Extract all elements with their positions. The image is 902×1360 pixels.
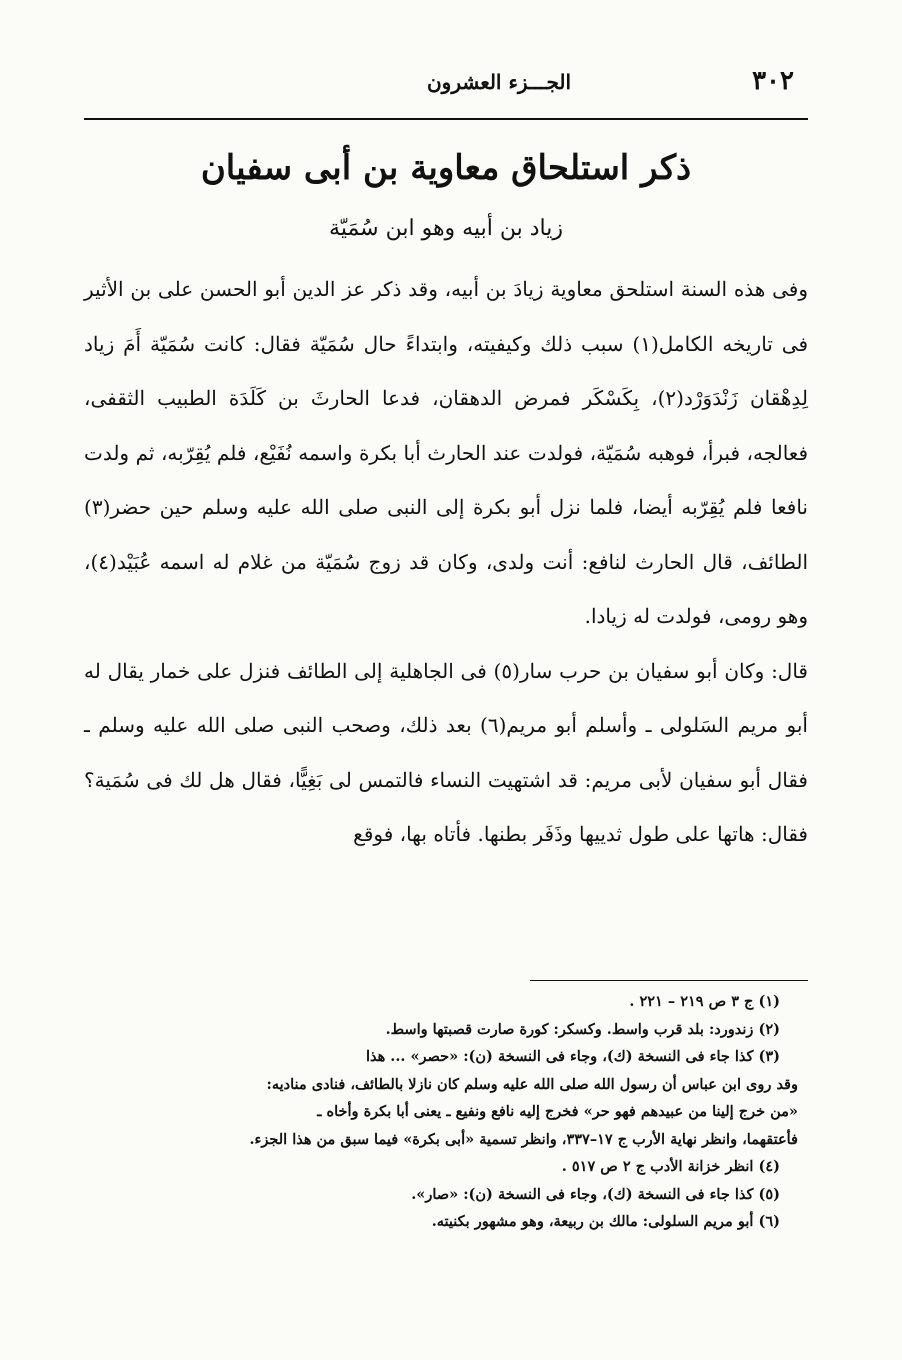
footnote: (٦) أبو مريم السلولى: مالك بن ربيعة، وهو مشهور بكنيته. — [431, 1213, 780, 1230]
footnote: (٥) كذا جاء فى النسخة (ك)، وجاء فى النسخة (ن): «صار». — [411, 1185, 780, 1203]
footnote-continuation: «من خرج إلينا من عبيدهم فهو حر» فخرج إليه نافع ونفيع ـ يعنى أبا بكرة وأخاه ـ — [317, 1103, 798, 1120]
footnote-continuation: فأعتقهما، وانظر نهاية الأرب ج ١٧–٣٣٧، وانظر تسمية «أبى بكرة» فيما سبق من هذا الجزء. — [249, 1130, 798, 1148]
footnote: (٤) انظر خزانة الأدب ج ٢ ص ٥١٧ . — [561, 1158, 780, 1175]
page-number: ٣٠٢ — [752, 66, 794, 96]
page-header — [84, 66, 794, 116]
paragraph: قال: وكان أبو سفيان بن حرب سار(٥) فى الجاهلية إلى الطائف فنزل على خمار يقال له أبو مريم السَلولى ـ وأسلم أبو مريم(٦) بعد ذلك، وصحب النبى صلى الله عليه وسلم ـ فقال أبو سفيان لأبى مريم: قد اشتهيت النساء فالتمس لى بَغِيًّا، فقال هل لك فى سُمَية؟ فقال: هاتها على طول ثدييها وذَفَر بطنها. فأتاه بها، فوقع — [84, 658, 808, 846]
chapter-title: ذكر استلحاق معاوية بن أبى سفيان — [200, 148, 692, 188]
paragraph: وفى هذه السنة استلحق معاوية زيادَ بن أبيه، وقد ذكر عز الدين أبو الحسن على بن الأثير فى تاريخه الكامل(١) سبب ذلك وكيفيته، وابتداءً حال سُمَيّة فقال: كانت سُمَيّة أَمَ زياد لِدِهْقان زَنْدَوَرْد(٢)، بِكَسْكَر فمرض الدهقان، فدعا الحارثَ بن كَلَدَة الطبيب الثقفى، فعالجه، فبرأ، فوهبه سُمَيّة، فولدت عند الحارث أبا بكرة واسمه نُفَيْع، فلم يُقِرّبه، ثم ولدت نافعا فلم يُقِرّبه أيضا، فلما نزل أبو بكرة إلى النبى صلى الله عليه وسلم حين حضر(٣) الطائف، قال الحارث لنافع: أنت ولدى، وكان قد زوج سُمَيّة من غلام له اسمه عُبَيْد(٤)، وهو رومى، فولدت له زيادا. — [84, 277, 809, 628]
chapter-subtitle: زياد بن أبيه وهو ابن سُمَيّة — [329, 216, 563, 241]
running-title: الجـــزء العشرون — [426, 70, 572, 94]
footnote-rule — [530, 980, 808, 981]
footnote-continuation: وقد روى ابن عباس أن رسول الله صلى الله عليه وسلم كان نازلا بالطائف، فنادى مناديه: — [266, 1075, 798, 1093]
header-rule — [84, 118, 808, 120]
footnotes — [84, 988, 798, 1236]
footnote: (٢) زندورد: بلد قرب واسط. وكسكر: كورة صارت قصبتها واسط. — [385, 1020, 780, 1038]
footnote: (١) ج ٣ ص ٢١٩ – ٢٢١ . — [629, 993, 780, 1010]
footnote: (٣) كذا جاء فى النسخة (ك)، وجاء فى النسخة (ن): «حصر» ... هذا — [365, 1048, 780, 1065]
main-text — [84, 262, 808, 862]
